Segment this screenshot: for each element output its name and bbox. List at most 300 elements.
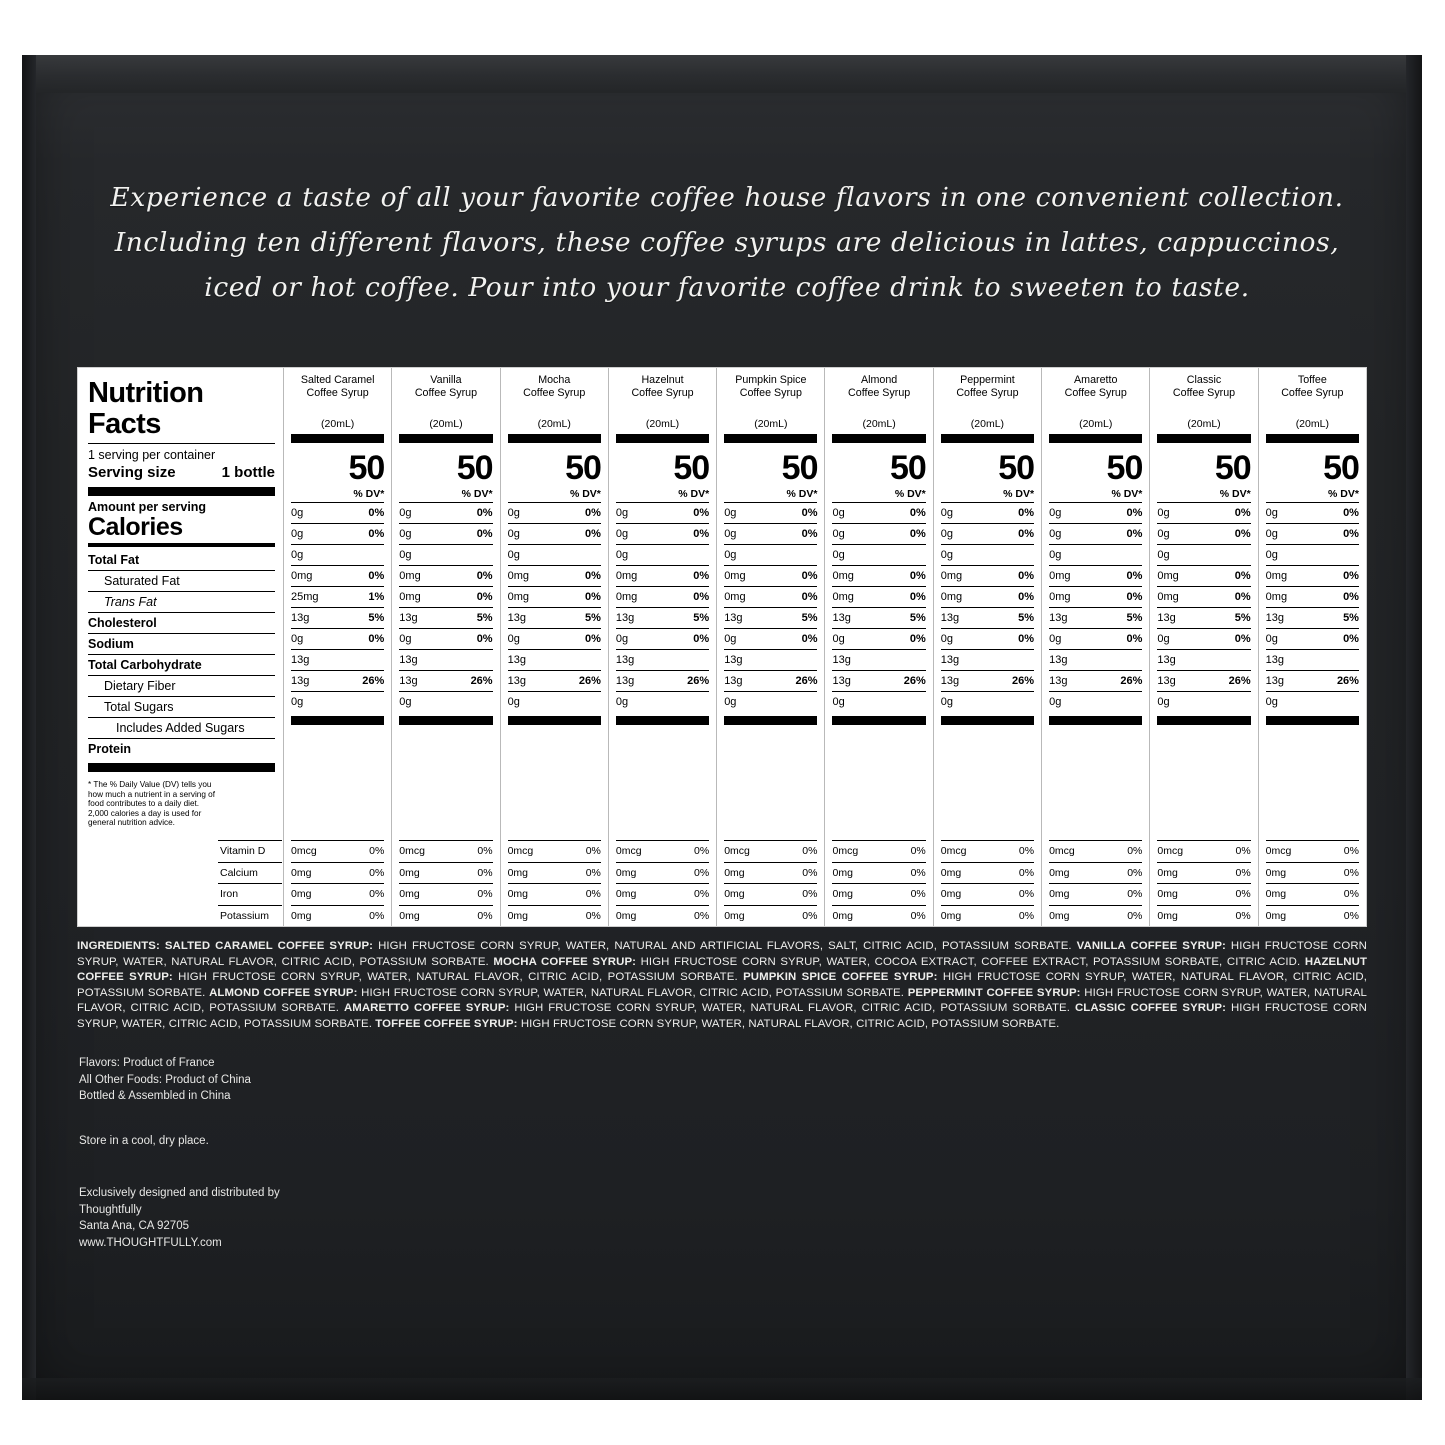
distributor-name: Thoughtfully xyxy=(79,1203,142,1216)
ingredient-flavor-text: HIGH FRUCTOSE CORN SYRUP, WATER, NATURAL FLAVOR, CITRIC ACID, POTASSIUM SORBATE. xyxy=(517,1017,1060,1030)
column-nutrient-value-row xyxy=(832,649,925,670)
micronutrient-daily-value: 0% xyxy=(802,845,818,857)
nutrient-daily-value: 0% xyxy=(801,591,818,603)
nutrient-daily-value: 0% xyxy=(909,591,926,603)
column-serving-volume: (20mL) xyxy=(1295,418,1329,430)
nutrient-daily-value: 5% xyxy=(909,612,926,624)
nutrient-daily-value: 0% xyxy=(693,633,710,645)
column-nutrient-value-row xyxy=(941,649,1034,670)
column-nutrient-value-row xyxy=(616,523,709,544)
headline-line-1: Experience a taste of all your favorite coffee house flavors in one convenient collection. xyxy=(110,182,1344,213)
nutrient-daily-value: 0% xyxy=(909,528,926,540)
nutrient-daily-value: 0% xyxy=(1126,633,1143,645)
column-nutrient-value-row xyxy=(832,691,925,712)
column-nutrient-value-row xyxy=(1157,523,1250,544)
column-micronutrient-row xyxy=(508,883,601,905)
nutrient-daily-value: 0% xyxy=(476,633,493,645)
column-nutrient-value-row xyxy=(291,649,384,670)
micronutrient-amount: 0mg xyxy=(399,909,420,922)
ingredient-flavor-text: HIGH FRUCTOSE CORN SYRUP, WATER, NATURAL FLAVOR, CITRIC ACID, POTASSIUM SORBATE. xyxy=(77,971,1368,999)
column-nutrient-value-row xyxy=(1157,628,1250,649)
headline-line-2: Including ten different flavors, these coffee syrups are delicious in lattes, cappuccinos, xyxy=(114,227,1340,258)
column-nutrient-value-row xyxy=(724,544,817,565)
column-nutrient-value-row xyxy=(1157,544,1250,565)
nutrient-amount: 0g xyxy=(1049,633,1062,645)
column-nutrient-value-row xyxy=(941,691,1034,712)
nutrient-daily-value: 0% xyxy=(1018,591,1035,603)
column-micronutrient-row xyxy=(508,905,601,927)
micronutrient-daily-value: 0% xyxy=(1343,909,1359,922)
column-micronutrient-row xyxy=(832,905,925,927)
micronutrient-amount: 0mg xyxy=(1049,888,1070,900)
label-saturated-fat xyxy=(88,570,275,591)
column-nutrient-value-row xyxy=(1157,502,1250,523)
column-nutrient-value-row xyxy=(724,586,817,607)
column-flavor-heading xyxy=(399,374,492,408)
ingredient-flavor-text: HIGH FRUCTOSE CORN SYRUP, WATER, NATURAL FLAVOR, CITRIC ACID, POTASSIUM SORBATE. xyxy=(172,971,744,984)
micronutrient-amount: 0mg xyxy=(1049,866,1070,879)
column-nutrient-value-row xyxy=(832,628,925,649)
nutrient-amount: 0mg xyxy=(832,570,854,582)
micronutrient-daily-value: 0% xyxy=(694,845,710,857)
ingredient-flavor-text: HIGH FRUCTOSE CORN SYRUP, WATER, NATURAL FLAVOR, CITRIC ACID, POTASSIUM SORBATE. xyxy=(357,986,908,999)
micronutrient-daily-value: 0% xyxy=(802,888,818,900)
nutrient-daily-value: 0% xyxy=(584,528,601,540)
label-dietary-fiber xyxy=(88,675,275,696)
nutrient-daily-value: 0% xyxy=(801,528,818,540)
micronutrient-amount: 0mg xyxy=(940,909,962,922)
column-spacer xyxy=(1049,725,1142,840)
nutrient-daily-value: 26% xyxy=(470,675,493,687)
ingredient-flavor-name: MOCHA COFFEE SYRUP: xyxy=(493,955,637,968)
micronutrient-daily-value: 0% xyxy=(1127,845,1143,857)
column-flavor-heading xyxy=(1157,374,1250,408)
column-nutrient-value-row xyxy=(508,502,601,523)
micronutrient-daily-value: 0% xyxy=(1018,845,1035,857)
column-nutrient-value-row xyxy=(1266,628,1359,649)
column-thick-divider xyxy=(724,434,817,443)
column-micronutrient-row xyxy=(724,840,817,862)
column-nutrient-value-row xyxy=(832,586,925,607)
nutrient-daily-value: 0% xyxy=(693,591,710,603)
nutrient-daily-value: 5% xyxy=(476,612,493,624)
nutrition-column xyxy=(500,368,608,926)
micronutrient-daily-value: 0% xyxy=(1343,845,1359,857)
label-trans-fat-text: Trans Fat xyxy=(104,595,157,609)
column-nutrient-value-row xyxy=(941,628,1034,649)
column-nutrient-value-row xyxy=(616,502,709,523)
medium-divider xyxy=(88,543,275,547)
column-nutrient-value-row xyxy=(1266,523,1359,544)
nutrient-daily-value: 5% xyxy=(801,612,818,624)
nutrient-amount: 0mg xyxy=(399,570,421,582)
nutrient-amount: 0g xyxy=(399,633,412,645)
column-nutrient-value-row xyxy=(616,586,709,607)
micronutrient-amount: 0mg xyxy=(724,888,745,900)
column-nutrient-value-row xyxy=(941,586,1034,607)
nutrient-amount: 0mg xyxy=(399,591,421,603)
nutrient-amount: 0g xyxy=(832,507,845,519)
micronutrient-daily-value: 0% xyxy=(1235,866,1251,879)
nutrient-daily-value: 26% xyxy=(362,675,385,687)
column-micronutrient-row xyxy=(1157,905,1250,927)
nutrient-amount: 0g xyxy=(399,528,412,540)
column-nutrient-value-row xyxy=(508,670,601,691)
ingredient-flavor-text: HIGH FRUCTOSE CORN SYRUP, WATER, COCOA EXTRACT, COFFEE EXTRACT, POTASSIUM SORBATE, CITRIC ACID. xyxy=(636,955,1305,968)
nutrient-amount: 13g xyxy=(291,675,310,687)
nutrient-amount: 0g xyxy=(615,633,629,645)
ingredient-flavor-text: HIGH FRUCTOSE CORN SYRUP, WATER, NATURAL FLAVOR, CITRIC ACID, POTASSIUM SORBATE. xyxy=(509,1002,1075,1015)
micronutrient-amount: 0mcg xyxy=(1265,845,1292,857)
label-calcium: Calcium xyxy=(218,862,282,884)
column-nutrient-value-row xyxy=(941,502,1034,523)
column-thick-divider xyxy=(1157,434,1250,443)
micronutrient-amount: 0mg xyxy=(724,866,745,879)
column-micronutrient-row xyxy=(291,840,384,862)
thick-divider-2 xyxy=(88,763,275,772)
column-micronutrient-row xyxy=(1157,840,1250,862)
column-flavor-heading xyxy=(724,374,817,408)
column-spacer xyxy=(1266,725,1359,840)
nutrient-daily-value: 26% xyxy=(687,675,710,687)
storage-instructions: Store in a cool, dry place. xyxy=(79,1135,209,1147)
nutrient-amount: 0g xyxy=(291,507,304,519)
column-flavor-heading xyxy=(1049,374,1142,408)
column-flavor-name: Toffee xyxy=(1297,374,1327,386)
column-nutrient-value-row xyxy=(399,607,492,628)
label-protein-text: Protein xyxy=(88,742,132,756)
nutrient-amount: 13g xyxy=(1157,675,1176,687)
label-protein xyxy=(88,738,275,759)
column-thick-divider-2 xyxy=(941,716,1034,725)
column-thick-divider-2 xyxy=(1049,716,1142,725)
nutrient-daily-value: 0% xyxy=(584,591,601,603)
micronutrient-daily-value: 0% xyxy=(1235,845,1251,857)
micronutrient-daily-value: 0% xyxy=(910,888,926,900)
micronutrient-daily-value: 0% xyxy=(1343,866,1359,879)
column-flavor-subtitle: Coffee Syrup xyxy=(1281,387,1344,399)
nutrient-amount: 13g xyxy=(724,654,743,666)
nutrition-value-columns xyxy=(283,368,1366,926)
column-calories-value: 50 xyxy=(781,449,818,487)
nutrient-amount: 0g xyxy=(832,549,845,561)
column-serving-volume: (20mL) xyxy=(1079,418,1113,430)
nutrient-amount: 13g xyxy=(507,612,526,624)
column-spacer xyxy=(1157,725,1250,840)
column-nutrient-value-row xyxy=(832,502,925,523)
column-nutrient-value-row xyxy=(291,670,384,691)
column-thick-divider xyxy=(508,434,601,443)
column-dv-header: % DV* xyxy=(569,488,601,500)
nutrient-amount: 0g xyxy=(507,507,520,519)
column-micronutrient-row xyxy=(291,905,384,927)
column-nutrient-value-row xyxy=(508,649,601,670)
column-flavor-subtitle: Coffee Syrup xyxy=(306,387,369,399)
nutrient-amount: 0g xyxy=(615,696,629,708)
nutrient-amount: 13g xyxy=(832,675,851,687)
nutrient-amount: 0mg xyxy=(1049,591,1071,603)
column-micronutrient-row xyxy=(724,883,817,905)
nutrient-amount: 0g xyxy=(615,549,629,561)
nutrient-daily-value: 0% xyxy=(1018,528,1035,540)
column-nutrient-value-row xyxy=(508,691,601,712)
ingredient-flavor-name: CLASSIC COFFEE SYRUP: xyxy=(1074,1002,1227,1015)
column-nutrient-value-row xyxy=(941,565,1034,586)
column-nutrient-value-row xyxy=(508,628,601,649)
column-micronutrient-row xyxy=(616,905,709,927)
nutrient-amount: 13g xyxy=(1157,654,1176,666)
column-flavor-subtitle: Coffee Syrup xyxy=(956,387,1019,399)
nutrient-daily-value: 0% xyxy=(1343,633,1359,645)
column-thick-divider xyxy=(832,434,925,443)
ingredient-flavor-text: HIGH FRUCTOSE CORN SYRUP, WATER, NATURAL FLAVOR, CITRIC ACID, POTASSIUM SORBATE. xyxy=(77,986,1367,1015)
column-nutrient-value-row xyxy=(616,670,709,691)
column-nutrient-value-row xyxy=(399,691,492,712)
nutrient-amount: 0g xyxy=(1157,528,1170,540)
nutrient-daily-value: 0% xyxy=(693,528,710,540)
column-nutrient-value-row xyxy=(616,565,709,586)
column-nutrient-value-row xyxy=(941,670,1034,691)
nutrient-amount: 13g xyxy=(399,612,418,624)
nutrient-amount: 0g xyxy=(1157,507,1170,519)
nutrient-daily-value: 0% xyxy=(1234,528,1251,540)
column-dv-header: % DV* xyxy=(1219,488,1251,500)
nutrient-amount: 0g xyxy=(507,549,520,561)
column-nutrient-value-row xyxy=(291,691,384,712)
micronutrient-amount: 0mg xyxy=(940,866,962,879)
nutrient-amount: 13g xyxy=(507,675,526,687)
calories-label: Calories xyxy=(88,513,183,541)
column-thick-divider xyxy=(1266,434,1359,443)
micronutrient-amount: 0mg xyxy=(1049,909,1070,922)
nutrient-daily-value: 26% xyxy=(1012,675,1035,687)
column-micronutrient-row xyxy=(399,905,492,927)
micronutrient-amount: 0mg xyxy=(1265,888,1287,900)
nutrient-amount: 0mg xyxy=(1265,591,1288,603)
column-calories-value: 50 xyxy=(1323,449,1359,487)
column-serving-volume: (20mL) xyxy=(429,418,463,430)
column-micronutrient-row xyxy=(616,862,709,884)
distributor-line-1: Exclusively designed and distributed by xyxy=(79,1187,280,1199)
column-nutrient-value-row xyxy=(291,607,384,628)
nutrient-amount: 13g xyxy=(399,654,418,666)
micronutrient-daily-value: 0% xyxy=(1018,866,1035,879)
nutrient-daily-value: 0% xyxy=(801,507,818,519)
nutrient-amount: 0g xyxy=(507,633,520,645)
column-spacer xyxy=(724,725,817,840)
nutrient-daily-value: 0% xyxy=(801,633,818,645)
label-total-carbohydrate-text: Total Carbohydrate xyxy=(88,658,202,672)
box-left-edge xyxy=(22,55,36,1400)
column-spacer xyxy=(616,725,709,840)
column-micronutrient-row xyxy=(1266,840,1359,862)
column-calories-value: 50 xyxy=(565,449,601,487)
distributor-block xyxy=(79,1185,280,1251)
column-nutrient-value-row xyxy=(508,544,601,565)
nutrient-daily-value: 26% xyxy=(903,675,926,687)
column-nutrient-value-row xyxy=(399,502,492,523)
column-flavor-subtitle: Coffee Syrup xyxy=(523,387,586,399)
micronutrient-amount: 0mcg xyxy=(832,845,859,857)
nutrient-amount: 0g xyxy=(1265,696,1278,708)
micronutrient-amount: 0mg xyxy=(832,888,853,900)
nutrient-daily-value: 0% xyxy=(476,570,493,582)
column-nutrient-value-row xyxy=(1157,607,1250,628)
column-spacer xyxy=(832,725,925,840)
column-serving-volume: (20mL) xyxy=(537,418,571,430)
column-nutrient-value-row xyxy=(1049,544,1142,565)
label-potassium: Potassium xyxy=(218,905,282,927)
column-nutrient-value-row xyxy=(1157,670,1250,691)
nutrition-column xyxy=(1041,368,1149,926)
nutrient-amount: 13g xyxy=(940,675,960,687)
column-nutrient-value-row xyxy=(399,628,492,649)
servings-per-container: 1 serving per container xyxy=(88,448,216,462)
column-flavor-name: Pumpkin Spice xyxy=(735,374,807,386)
nutrient-amount: 0g xyxy=(724,633,737,645)
column-nutrient-value-row xyxy=(832,544,925,565)
column-calories-value: 50 xyxy=(998,449,1035,487)
nutrient-amount: 0mg xyxy=(615,570,638,582)
micronutrient-amount: 0mg xyxy=(615,888,637,900)
column-serving-volume: (20mL) xyxy=(862,418,896,430)
nutrient-amount: 13g xyxy=(832,654,851,666)
column-calories-value: 50 xyxy=(673,449,710,487)
ingredients-prefix: INGREDIENTS: xyxy=(77,940,165,952)
column-thick-divider-2 xyxy=(1157,716,1250,725)
column-flavor-name: Almond xyxy=(861,374,898,386)
nutrient-amount: 0g xyxy=(1049,528,1062,540)
column-calories-value: 50 xyxy=(1214,449,1251,487)
column-nutrient-value-row xyxy=(399,544,492,565)
column-flavor-subtitle: Coffee Syrup xyxy=(631,387,694,399)
column-nutrient-value-row xyxy=(1157,565,1250,586)
micronutrient-amount: 0mcg xyxy=(724,845,750,857)
column-nutrient-value-row xyxy=(508,607,601,628)
column-flavor-subtitle: Coffee Syrup xyxy=(414,387,478,399)
nutrient-amount: 0g xyxy=(1265,528,1278,540)
column-thick-divider xyxy=(616,434,709,443)
ingredient-flavor-name: VANILLA COFFEE SYRUP: xyxy=(1076,940,1226,952)
nutrient-amount: 0g xyxy=(615,528,629,540)
label-vitamin-d: Vitamin D xyxy=(218,840,282,862)
nutrient-daily-value: 0% xyxy=(1343,528,1359,540)
micronutrient-amount: 0mg xyxy=(507,866,529,879)
column-serving-volume: (20mL) xyxy=(321,418,355,430)
column-micronutrient-row xyxy=(1266,905,1359,927)
ingredient-flavor-text: HIGH FRUCTOSE CORN SYRUP, WATER, CITRIC ACID, POTASSIUM SORBATE. xyxy=(77,1002,1367,1030)
nutrient-amount: 13g xyxy=(507,654,526,666)
origin-other-foods: All Other Foods: Product of China xyxy=(79,1073,251,1086)
column-flavor-name: Hazelnut xyxy=(641,374,684,386)
nutrient-amount: 13g xyxy=(615,612,635,624)
column-nutrient-value-row xyxy=(832,607,925,628)
column-nutrient-value-row xyxy=(1049,502,1142,523)
micronutrient-amount: 0mcg xyxy=(1049,845,1075,857)
nutrient-daily-value: 0% xyxy=(584,507,601,519)
label-trans-fat xyxy=(88,591,275,612)
nutrient-amount: 0g xyxy=(1049,696,1062,708)
column-calories-value: 50 xyxy=(1106,449,1143,487)
nutrient-daily-value: 0% xyxy=(1126,591,1143,603)
micronutrient-amount: 0mg xyxy=(1265,866,1287,879)
column-micronutrient-row xyxy=(941,840,1034,862)
ingredient-flavor-text: HIGH FRUCTOSE CORN SYRUP, WATER, NATURAL FLAVOR, CITRIC ACID, POTASSIUM SORBATE. xyxy=(77,940,1367,968)
nutrient-daily-value: 0% xyxy=(693,507,710,519)
nutrient-daily-value: 0% xyxy=(368,507,385,519)
nutrient-amount: 0g xyxy=(1049,507,1062,519)
micronutrient-amount: 0mg xyxy=(1157,909,1178,922)
column-micronutrient-row xyxy=(1049,840,1142,862)
column-dv-header: % DV* xyxy=(353,488,385,500)
micronutrient-daily-value: 0% xyxy=(910,845,926,857)
nutrient-daily-value: 0% xyxy=(801,570,818,582)
nutrient-daily-value: 0% xyxy=(1234,507,1251,519)
micronutrient-amount: 0mg xyxy=(1157,866,1178,879)
micronutrient-amount: 0mcg xyxy=(399,845,425,857)
micronutrient-amount: 0mg xyxy=(724,909,745,922)
label-iron: Iron xyxy=(218,883,282,905)
column-micronutrient-row xyxy=(508,840,601,862)
column-thick-divider-2 xyxy=(291,716,384,725)
nutrient-daily-value: 0% xyxy=(1018,570,1035,582)
nutrient-daily-value: 5% xyxy=(1126,612,1143,624)
nutrient-amount: 0g xyxy=(615,507,629,519)
nutrient-amount: 0g xyxy=(940,696,954,708)
label-added-sugars-text: Includes Added Sugars xyxy=(116,721,245,735)
column-micronutrient-row xyxy=(616,840,709,862)
product-box-back-panel xyxy=(22,55,1422,1400)
column-thick-divider xyxy=(941,434,1034,443)
distributor-address: Santa Ana, CA 92705 xyxy=(79,1220,189,1232)
nutrient-amount: 13g xyxy=(1049,612,1068,624)
column-nutrient-value-row xyxy=(724,670,817,691)
nutrient-amount: 13g xyxy=(291,654,310,666)
column-flavor-subtitle: Coffee Syrup xyxy=(1064,387,1127,399)
micronutrient-label-list xyxy=(218,840,282,926)
micronutrient-daily-value: 0% xyxy=(369,866,385,879)
nutrient-amount: 0mg xyxy=(940,570,963,582)
column-micronutrient-row xyxy=(508,862,601,884)
column-nutrient-value-row xyxy=(1266,649,1359,670)
daily-value-footnote: * The % Daily Value (DV) tells you how much a nutrient in a serving of food contributes to a daily diet. 2,000 calories a day is used for general nutrition advice. xyxy=(88,780,215,828)
micronutrient-amount: 0mcg xyxy=(507,845,534,857)
ingredient-flavor-text: HIGH FRUCTOSE CORN SYRUP, WATER, NATURAL AND ARTIFICIAL FLAVORS, SALT, CITRIC ACID, POTASSIUM SORBATE. xyxy=(373,940,1077,952)
column-flavor-heading xyxy=(1266,374,1359,408)
nutrient-daily-value: 0% xyxy=(909,507,926,519)
column-nutrient-value-row xyxy=(1266,586,1359,607)
column-nutrient-value-row xyxy=(616,628,709,649)
nutrient-amount: 0g xyxy=(291,528,304,540)
nutrient-amount: 0g xyxy=(724,696,737,708)
column-serving-volume: (20mL) xyxy=(754,418,788,430)
column-micronutrient-row xyxy=(832,840,925,862)
nutrient-amount: 13g xyxy=(940,612,960,624)
calories-row xyxy=(88,514,275,540)
micronutrient-amount: 0mg xyxy=(291,909,312,922)
nutrient-daily-value: 0% xyxy=(1234,570,1251,582)
nutrient-daily-value: 0% xyxy=(476,528,493,540)
column-nutrient-value-row xyxy=(724,628,817,649)
micronutrient-daily-value: 0% xyxy=(694,909,710,922)
headline-line-3: iced or hot coffee. Pour into your favorite coffee drink to sweeten to taste. xyxy=(204,272,1250,303)
column-flavor-name: Vanilla xyxy=(430,374,462,386)
micronutrient-amount: 0mg xyxy=(832,909,853,922)
nutrient-amount: 13g xyxy=(940,654,960,666)
box-right-edge xyxy=(1406,55,1422,1400)
micronutrient-daily-value: 0% xyxy=(1127,909,1143,922)
column-nutrient-value-row xyxy=(724,523,817,544)
